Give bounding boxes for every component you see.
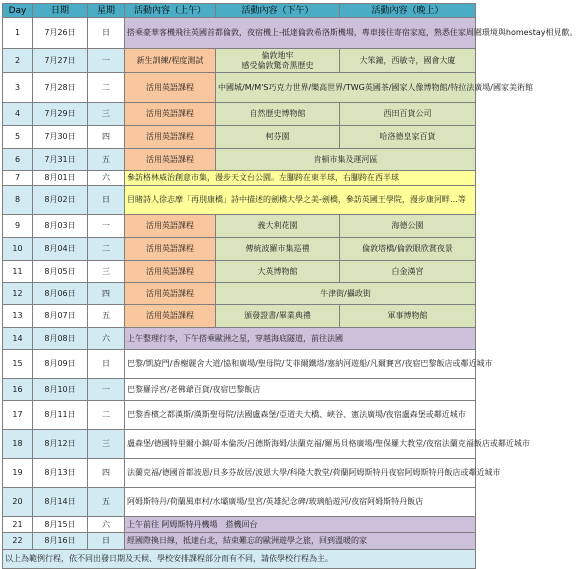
full-day-activity-cell: 巴黎羅浮宮/老佛爺百貨/夜宿巴黎飯店 bbox=[125, 379, 476, 401]
header-row bbox=[3, 4, 476, 18]
date-cell: 8月14日 bbox=[33, 488, 88, 517]
date-cell: 8月02日 bbox=[33, 186, 88, 215]
date-cell: 7月31日 bbox=[33, 149, 88, 171]
table-row bbox=[3, 18, 476, 49]
weekday-cell: 二 bbox=[88, 238, 125, 261]
date-cell: 7月27日 bbox=[33, 49, 88, 73]
day-cell: 14 bbox=[3, 328, 33, 350]
table-row bbox=[3, 261, 476, 283]
table-row bbox=[3, 459, 476, 488]
weekday-cell: 二 bbox=[88, 401, 125, 430]
afternoon-evening-cell: 肯頓市集及運河區 bbox=[216, 149, 476, 171]
table-row bbox=[3, 283, 476, 305]
evening-cell: 軍事博物館 bbox=[340, 305, 476, 328]
date-cell: 7月29日 bbox=[33, 103, 88, 126]
table-row bbox=[3, 49, 476, 73]
day-cell: 18 bbox=[3, 430, 33, 459]
date-cell: 8月10日 bbox=[33, 379, 88, 401]
date-cell: 8月07日 bbox=[33, 305, 88, 328]
full-day-activity-cell: 阿姆斯特丹/荷蘭風車村/水壩廣場/皇宮/英雄紀念碑/玻璃船遊河/夜宿阿姆斯特丹飯店 bbox=[125, 488, 476, 517]
date-cell: 8月15日 bbox=[33, 517, 88, 533]
evening-cell: 哈洛德皇家百貨 bbox=[340, 126, 476, 149]
header-date: 日期 bbox=[33, 4, 88, 18]
day-cell: 21 bbox=[3, 517, 33, 533]
weekday-cell: 五 bbox=[88, 305, 125, 328]
full-day-activity-cell: 目睹詩人徐志摩「再別康橋」詩中描述的劍橋大學之美-劍橋，參訪英國王學院，漫步康河畔…等 bbox=[125, 186, 476, 215]
day-cell: 15 bbox=[3, 350, 33, 379]
table-row bbox=[3, 149, 476, 171]
afternoon-evening-cell: 牛津街/攝政街 bbox=[216, 283, 476, 305]
day-cell: 11 bbox=[3, 261, 33, 283]
table-row bbox=[3, 379, 476, 401]
weekday-cell: 五 bbox=[88, 149, 125, 171]
weekday-cell: 一 bbox=[88, 49, 125, 73]
day-cell: 2 bbox=[3, 49, 33, 73]
day-cell: 9 bbox=[3, 215, 33, 238]
weekday-cell: 五 bbox=[88, 488, 125, 517]
full-day-activity-cell: 搭乘豪華客機飛往英國首都倫敦，夜宿機上-抵達倫敦希洛斯機場，專車接往寄宿家庭，熟悉住家周圍環境與homestay相見歡。 bbox=[125, 18, 476, 49]
table-row bbox=[3, 215, 476, 238]
day-cell: 12 bbox=[3, 283, 33, 305]
itinerary-table bbox=[2, 3, 578, 569]
day-cell: 10 bbox=[3, 238, 33, 261]
morning-cell: 活用英語課程 bbox=[125, 103, 216, 126]
table-row bbox=[3, 238, 476, 261]
table-row bbox=[3, 401, 476, 430]
evening-cell: 白金漢宮 bbox=[340, 261, 476, 283]
full-day-activity-cell: 上午前往 阿姆斯特丹機場 搭機回台 bbox=[125, 517, 476, 533]
afternoon-cell: 大英博物館 bbox=[216, 261, 340, 283]
table-row bbox=[3, 171, 476, 186]
date-cell: 8月05日 bbox=[33, 261, 88, 283]
weekday-cell: 日 bbox=[88, 186, 125, 215]
day-cell: 20 bbox=[3, 488, 33, 517]
date-cell: 8月09日 bbox=[33, 350, 88, 379]
table-row bbox=[3, 126, 476, 149]
morning-cell: 活用英語課程 bbox=[125, 305, 216, 328]
day-cell: 19 bbox=[3, 459, 33, 488]
footer-note: 以上為範例行程，依不同出發日期及天候、學校安排課程部分而有不同，請依學校行程為主。 bbox=[3, 550, 476, 569]
date-cell: 8月12日 bbox=[33, 430, 88, 459]
weekday-cell: 六 bbox=[88, 328, 125, 350]
table-row bbox=[3, 328, 476, 350]
weekday-cell: 三 bbox=[88, 261, 125, 283]
weekday-cell: 四 bbox=[88, 459, 125, 488]
afternoon-cell: 倫敦地牢 感受倫敦驚奇黑歷史 bbox=[216, 49, 340, 73]
table-row bbox=[3, 103, 476, 126]
date-cell: 8月06日 bbox=[33, 283, 88, 305]
table-row bbox=[3, 305, 476, 328]
header-day: Day bbox=[3, 4, 33, 18]
table-row bbox=[3, 533, 476, 550]
day-cell: 22 bbox=[3, 533, 33, 550]
table-row bbox=[3, 517, 476, 533]
weekday-cell: 六 bbox=[88, 171, 125, 186]
date-cell: 7月28日 bbox=[33, 73, 88, 103]
day-cell: 13 bbox=[3, 305, 33, 328]
date-cell: 8月03日 bbox=[33, 215, 88, 238]
table-row bbox=[3, 73, 476, 103]
weekday-cell: 一 bbox=[88, 215, 125, 238]
weekday-cell: 四 bbox=[88, 283, 125, 305]
afternoon-cell: 傳統波羅市集巡禮 bbox=[216, 238, 340, 261]
day-cell: 16 bbox=[3, 379, 33, 401]
date-cell: 8月01日 bbox=[33, 171, 88, 186]
evening-cell: 海德公園 bbox=[340, 215, 476, 238]
table-row bbox=[3, 430, 476, 459]
morning-cell: 活用英語課程 bbox=[125, 261, 216, 283]
date-cell: 7月30日 bbox=[33, 126, 88, 149]
date-cell: 8月11日 bbox=[33, 401, 88, 430]
day-cell: 6 bbox=[3, 149, 33, 171]
morning-cell: 活用英語課程 bbox=[125, 215, 216, 238]
afternoon-cell: 自然歷史博物館 bbox=[216, 103, 340, 126]
header-weekday: 星期 bbox=[88, 4, 125, 18]
full-day-activity-cell: 盧森堡/德國特里爾小鎮/哥本倫茨/呂德斯海姆/法蘭克福/羅馬貝格廣場/聖保羅大教堂/夜宿法蘭克福飯店或鄰近城市 bbox=[125, 430, 476, 459]
header-afternoon: 活動內容（下午） bbox=[216, 4, 340, 18]
weekday-cell: 六 bbox=[88, 517, 125, 533]
weekday-cell: 日 bbox=[88, 533, 125, 550]
full-day-activity-cell: 巴黎/凱旋門/香榭麗舍大道/協和廣場/聖母院/艾菲爾鐵塔/塞納河遊船/凡爾賽宮/夜宿巴黎飯店或鄰近城市 bbox=[125, 350, 476, 379]
afternoon-cell: 頒發證書/畢業典禮 bbox=[216, 305, 340, 328]
weekday-cell: 三 bbox=[88, 430, 125, 459]
morning-cell: 活用英語課程 bbox=[125, 149, 216, 171]
morning-cell: 活用英語課程 bbox=[125, 238, 216, 261]
day-cell: 1 bbox=[3, 18, 33, 49]
date-cell: 8月04日 bbox=[33, 238, 88, 261]
date-cell: 8月16日 bbox=[33, 533, 88, 550]
header-morning: 活動內容（上午） bbox=[125, 4, 216, 18]
afternoon-cell: 柯芬園 bbox=[216, 126, 340, 149]
full-day-activity-cell: 法蘭克福/德國首都波恩/貝多芬故居/波恩大學/科隆大教堂/荷蘭阿姆斯特丹夜宿阿姆斯特丹飯店或鄰近城市 bbox=[125, 459, 476, 488]
full-day-activity-cell: 經國際換日線，抵達台北，結束難忘的歐洲遊學之旅，回到溫暖的家 bbox=[125, 533, 476, 550]
day-cell: 8 bbox=[3, 186, 33, 215]
morning-cell: 活用英語課程 bbox=[125, 126, 216, 149]
weekday-cell: 三 bbox=[88, 103, 125, 126]
date-cell: 7月26日 bbox=[33, 18, 88, 49]
weekday-cell: 日 bbox=[88, 350, 125, 379]
weekday-cell: 日 bbox=[88, 18, 125, 49]
table-row bbox=[3, 350, 476, 379]
full-day-activity-cell: 上午整理行李，下午搭乘歐洲之星，穿越海底隧道，前往法國 bbox=[125, 328, 476, 350]
full-day-activity-cell: 參訪格林威治創意市集，漫步天文台公園。左腳跨在東半球，右腳跨在西半球 bbox=[125, 171, 476, 186]
footer-row bbox=[3, 550, 476, 569]
table-row bbox=[3, 186, 476, 215]
day-cell: 4 bbox=[3, 103, 33, 126]
table-row bbox=[3, 488, 476, 517]
morning-cell: 活用英語課程 bbox=[125, 283, 216, 305]
afternoon-evening-cell: 中國城/M/M'S巧克力世界/樂高世界/TWG英國茶/國家人像博物館/特拉法廣場/國家美術館 bbox=[216, 73, 476, 103]
morning-cell: 活用英語課程 bbox=[125, 73, 216, 103]
itinerary-wrapper bbox=[2, 3, 578, 569]
weekday-cell: 一 bbox=[88, 379, 125, 401]
day-cell: 7 bbox=[3, 171, 33, 186]
header-evening: 活動內容（晚上） bbox=[340, 4, 476, 18]
weekday-cell: 二 bbox=[88, 73, 125, 103]
date-cell: 8月13日 bbox=[33, 459, 88, 488]
evening-cell: 大笨鐘，西敏寺，國會大廈 bbox=[340, 49, 476, 73]
afternoon-cell: 義大利花園 bbox=[216, 215, 340, 238]
evening-cell: 西田百貨公司 bbox=[340, 103, 476, 126]
day-cell: 5 bbox=[3, 126, 33, 149]
date-cell: 8月08日 bbox=[33, 328, 88, 350]
weekday-cell: 四 bbox=[88, 126, 125, 149]
day-cell: 3 bbox=[3, 73, 33, 103]
full-day-activity-cell: 巴黎香檳之都漢斯/漢斯聖母院/法國盧森堡/亞道夫大橋、峽谷、憲法廣場/夜宿盧森堡或鄰近城市 bbox=[125, 401, 476, 430]
day-cell: 17 bbox=[3, 401, 33, 430]
evening-cell: 倫敦塔橋/倫敦眼欣賞夜景 bbox=[340, 238, 476, 261]
morning-cell: 新生訓練/程度測試 bbox=[125, 49, 216, 73]
